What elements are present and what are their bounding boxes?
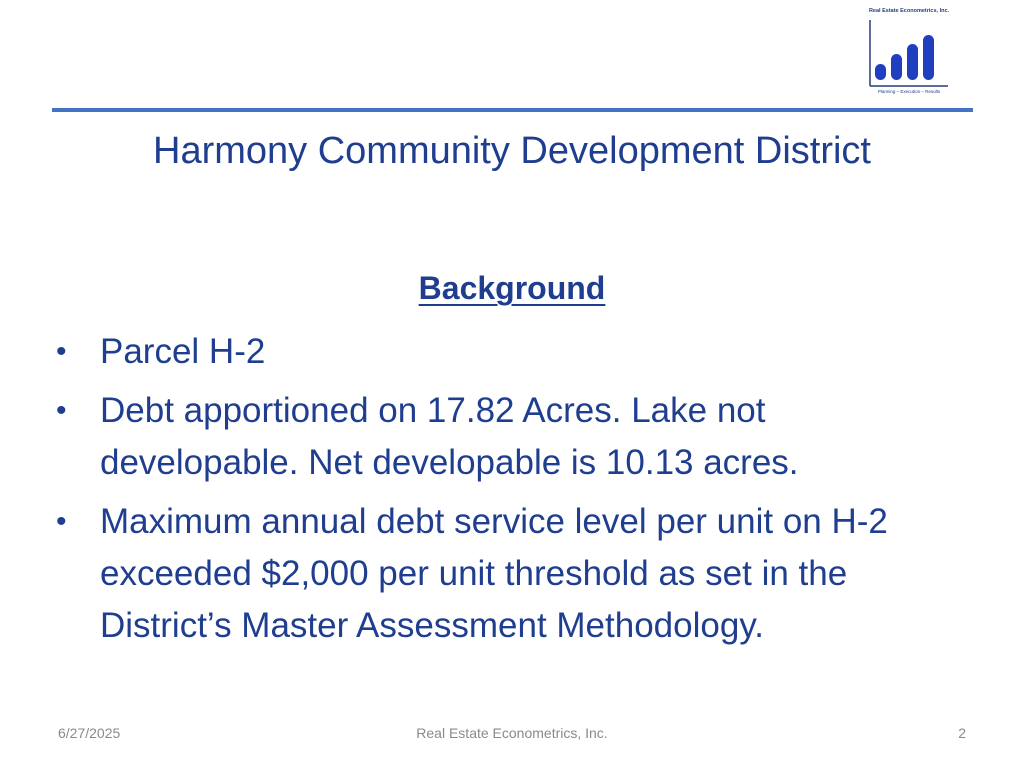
company-logo	[864, 6, 954, 98]
bullet-list	[0, 326, 1024, 659]
bar-chart-logo-icon	[864, 16, 954, 90]
header-divider	[52, 108, 973, 112]
bullet-text: Maximum annual debt service level per unit on H-2 exceeded $2,000 per unit threshold as set in the District’s Master Assessment Methodology.	[100, 502, 888, 645]
logo-tagline: Planning – Execution – Results	[877, 89, 941, 94]
bullet-text: Parcel H-2	[100, 332, 266, 371]
bullet-dot-icon: •	[56, 394, 67, 427]
bullet-item	[0, 496, 950, 652]
section-heading-text: Background	[418, 270, 606, 306]
bullet-dot-icon: •	[56, 505, 67, 538]
page-number: 2	[958, 725, 966, 741]
footer-company: Real Estate Econometrics, Inc.	[416, 725, 608, 741]
bullet-text: Debt apportioned on 17.82 Acres. Lake not developable. Net developable is 10.13 acres.	[100, 391, 799, 482]
bullet-item	[0, 385, 950, 489]
slide-title: Harmony Community Development District	[153, 130, 871, 172]
bullet-item	[0, 326, 950, 378]
section-heading	[0, 264, 1024, 312]
logo-company-name: Real Estate Econometrics, Inc.	[868, 8, 950, 14]
footer-date: 6/27/2025	[58, 725, 121, 741]
bullet-dot-icon: •	[56, 335, 67, 368]
